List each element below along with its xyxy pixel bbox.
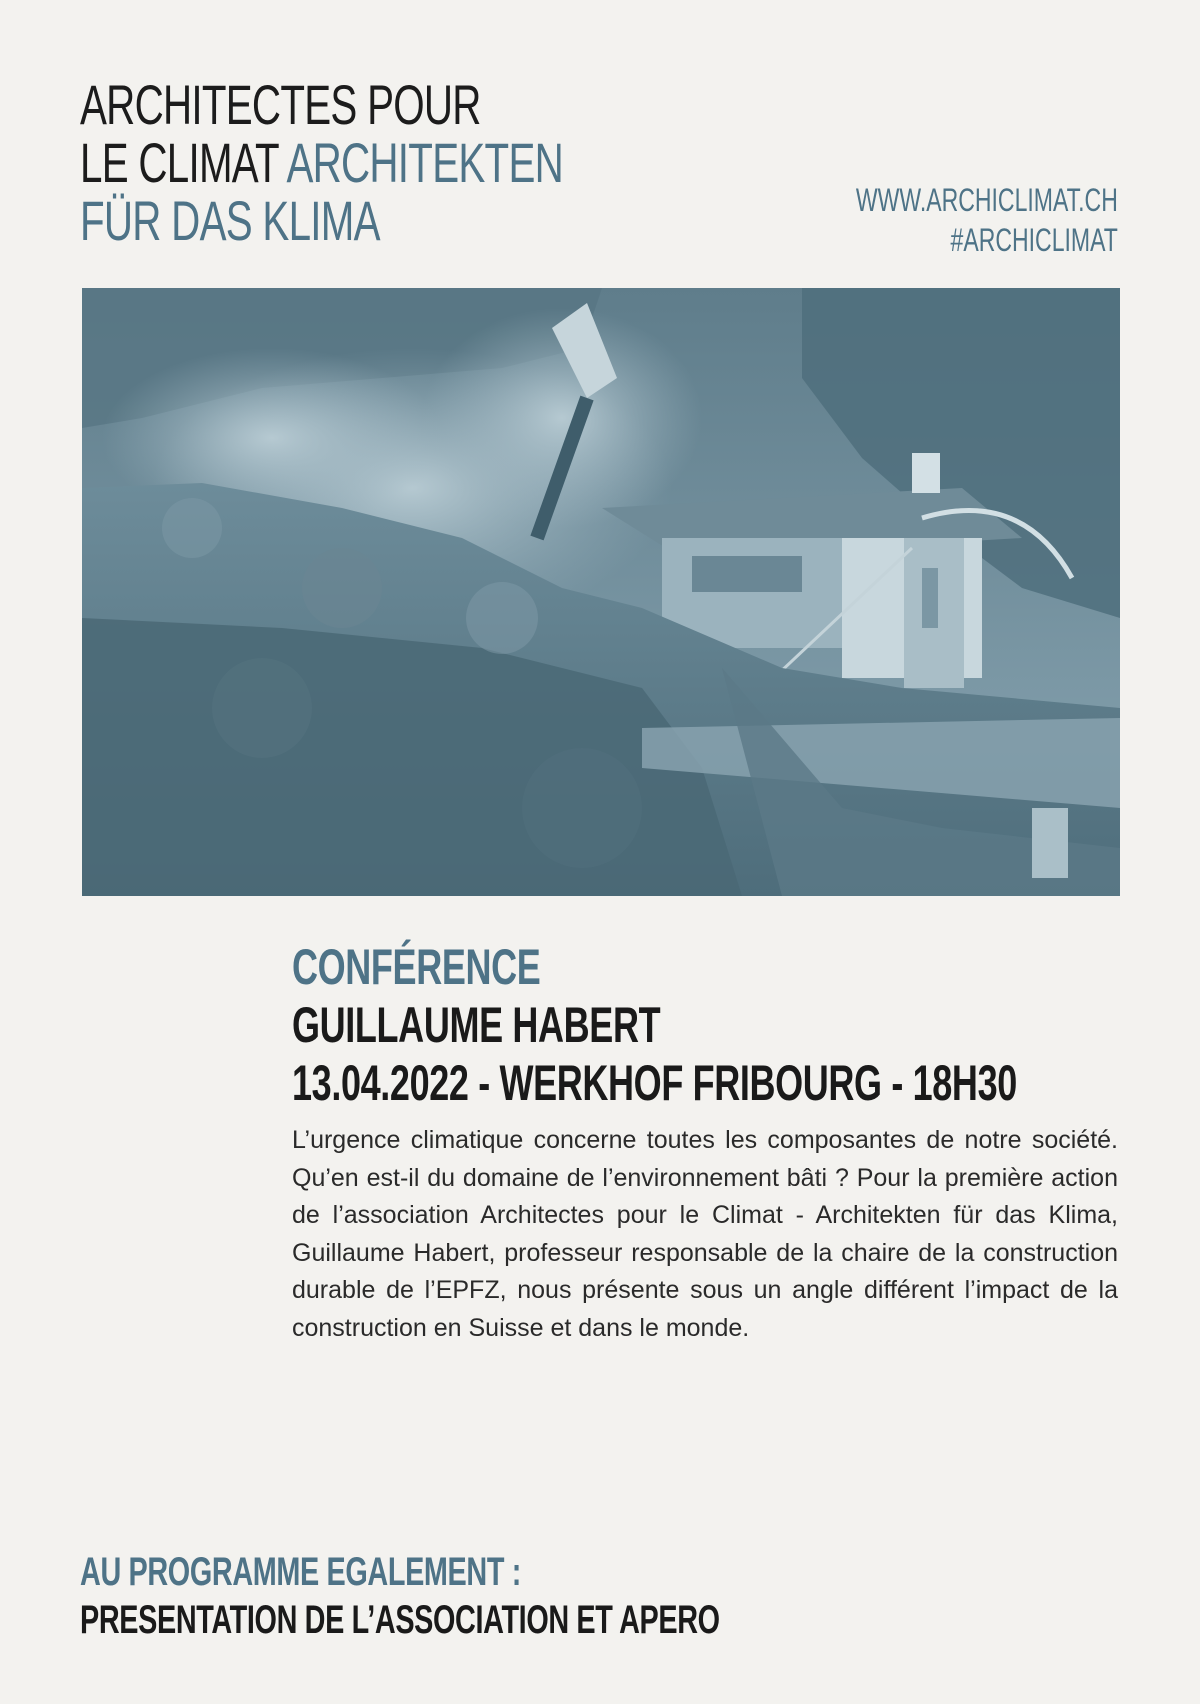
- title-line-2: [80, 131, 564, 194]
- title-line-2-blue: ARCHITEKTEN: [286, 131, 564, 194]
- website-link[interactable]: WWW.ARCHICLIMAT.CH: [856, 182, 1118, 218]
- speaker-name: GUILLAUME HABERT: [292, 997, 661, 1053]
- header-links: [856, 180, 1118, 260]
- event-details: 13.04.2022 - WERKHOF FRIBOURG - 18H30: [292, 1055, 1017, 1111]
- event-info: [292, 938, 1017, 1112]
- footer-kicker: AU PROGRAMME EGALEMENT :: [80, 1550, 521, 1594]
- title-line-3: FÜR DAS KLIMA: [80, 189, 380, 252]
- poster-title: [80, 73, 564, 252]
- footer-text: PRESENTATION DE L’ASSOCIATION ET APERO: [80, 1598, 720, 1642]
- event-kicker: CONFÉRENCE: [292, 939, 541, 995]
- title-line-1: ARCHITECTES POUR: [80, 73, 481, 136]
- demolition-photo: [82, 288, 1120, 896]
- hashtag: #ARCHICLIMAT: [950, 222, 1118, 258]
- event-description: L’urgence climatique concerne toutes les composantes de notre société. Qu’en est-il du domaine de l’environnement bâti ? Pour la première action de l’association Architectes pour le Climat - Architekten für das Klima, Guillaume Habert, professeur responsable de la chaire de la construction durable de l’EPFZ, nous présente sous un angle différent l’impact de la construction en Suisse et dans le monde.: [292, 1126, 1118, 1342]
- title-line-2-dark: LE CLIMAT: [80, 131, 279, 194]
- footer: [80, 1548, 720, 1644]
